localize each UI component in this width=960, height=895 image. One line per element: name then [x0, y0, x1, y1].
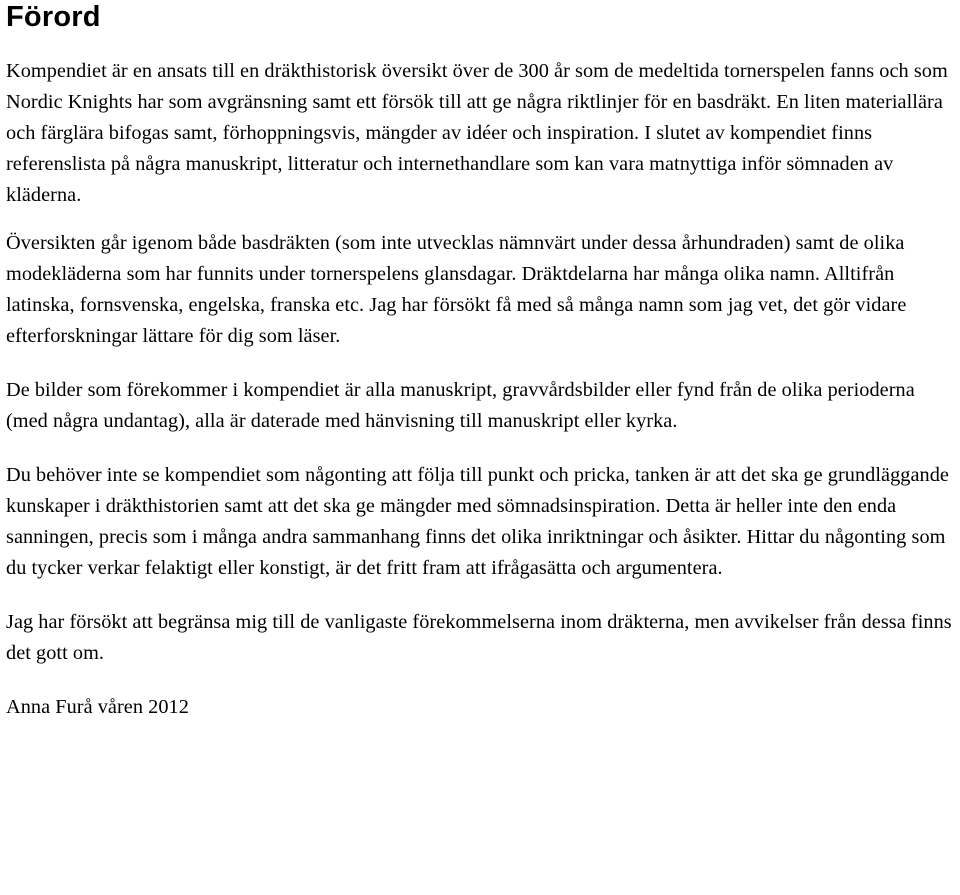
document-page: [6, 0, 960, 723]
paragraph-guidance: Du behöver inte se kompendiet som någonting att följa till punkt och pricka, tanken är att det ska ge grundläggande kunskaper i dräkthistorien samt att det ska ge mängder med sömnadsinspiration. Detta är heller inte den enda sanningen, precis som i många andra sammanhang finns det olika inriktningar och åsikter. Hittar du någonting som du tycker verkar felaktigt eller konstigt, är det fritt fram att ifrågasätta och argumentera.: [6, 464, 949, 579]
paragraph-intro: Kompendiet är en ansats till en dräkthistorisk översikt över de 300 år som de medeltida tornerspelen fanns och som Nordic Knights har som avgränsning samt ett försök till att ge några riktlinjer för en basdräkt. En liten materiallära och färglära bifogas samt, förhoppningsvis, mängder av idéer och inspiration. I slutet av kompendiet finns referenslista på några manuskript, litteratur och internethandlare som kan vara matnyttiga inför sömnaden av kläderna.: [6, 60, 948, 206]
page-title: Förord: [6, 1, 101, 33]
document-body: [6, 56, 960, 723]
paragraph-overview: Översikten går igenom både basdräkten (som inte utvecklas nämnvärt under dessa århundraden) samt de olika modekläderna som har funnits under tornerspelens glansdagar. Dräktdelarna har många olika namn. Alltifrån latinska, fornsvenska, engelska, franska etc. Jag har försökt få med så många namn som jag vet, det gör vidare efterforskningar lättare för dig som läser.: [6, 232, 907, 347]
paragraph-limitations: Jag har försökt att begränsa mig till de vanligaste förekommelserna inom dräkterna, men avvikelser från dessa finns det gott om.: [6, 611, 952, 664]
paragraph-images: De bilder som förekommer i kompendiet är alla manuskript, gravvårdsbilder eller fynd från de olika perioderna (med några undantag), alla är daterade med hänvisning till manuskript eller kyrka.: [6, 379, 915, 432]
author-signature: Anna Furå våren 2012: [6, 696, 189, 718]
